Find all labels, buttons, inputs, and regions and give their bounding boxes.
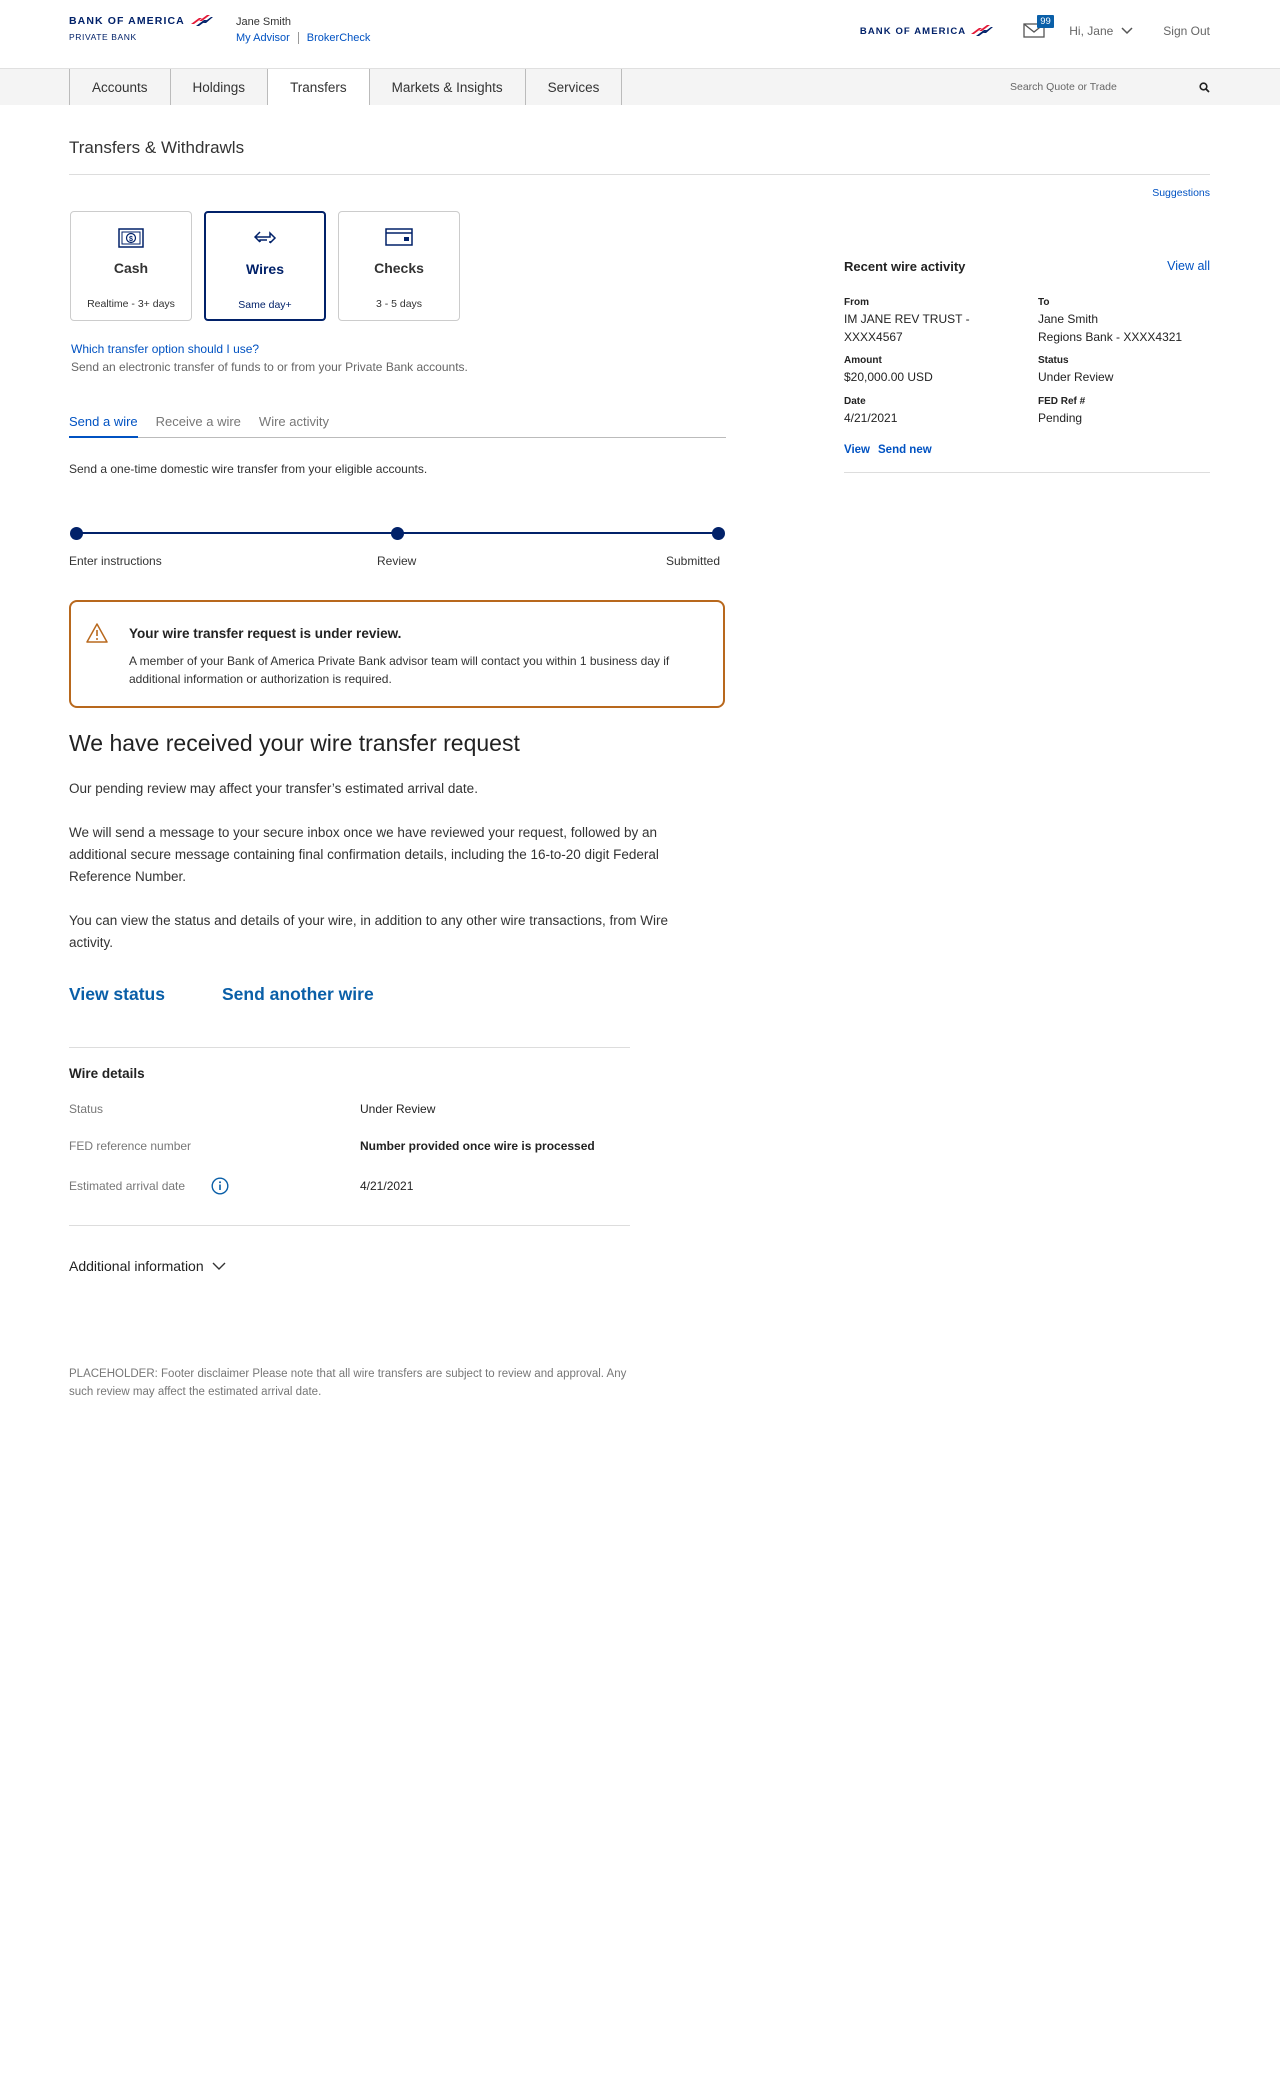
detail-value-status: Under Review bbox=[360, 1102, 436, 1116]
fed-ref-value: Pending bbox=[1038, 411, 1083, 425]
status-value: Under Review bbox=[1038, 370, 1114, 384]
alert-title: Your wire transfer request is under review. bbox=[129, 626, 402, 641]
quote-search-input[interactable] bbox=[1010, 77, 1210, 97]
option-timing: Realtime - 3+ days bbox=[87, 298, 175, 310]
page-title: Transfers & Withdrawls bbox=[69, 138, 245, 157]
status-label: Status bbox=[1038, 355, 1069, 366]
site-header bbox=[0, 0, 1280, 68]
detail-label-status: Status bbox=[69, 1102, 104, 1116]
search-icon[interactable] bbox=[1199, 82, 1210, 93]
option-title: Checks bbox=[374, 260, 424, 276]
main-nav bbox=[0, 68, 1280, 105]
view-status-link[interactable]: View status bbox=[69, 984, 165, 1004]
send-another-wire-link[interactable]: Send another wire bbox=[222, 984, 374, 1004]
confirmation-paragraph-3: You can view the status and details of your wire, in addition to any other wire transactions, from Wire activity. bbox=[69, 913, 669, 950]
details-divider-bottom bbox=[69, 1225, 630, 1226]
confirmation-paragraph-2: We will send a message to your secure inbox once we have reviewed your request, followed by an additional secure message containing final confirmation details, including the 16-to-20 digit Federal Reference Number. bbox=[69, 825, 659, 884]
details-divider-top bbox=[69, 1047, 630, 1048]
nav-tab-accounts[interactable]: Accounts bbox=[69, 69, 170, 105]
user-name: Jane Smith bbox=[236, 16, 292, 28]
step-dot-review bbox=[391, 527, 404, 540]
amount-label: Amount bbox=[844, 355, 882, 366]
recent-activity-divider bbox=[844, 472, 1210, 473]
tab-wire-activity[interactable]: Wire activity bbox=[258, 414, 329, 429]
link-divider bbox=[298, 32, 299, 44]
option-timing: Same day+ bbox=[238, 299, 292, 311]
option-card-cash[interactable] bbox=[70, 211, 192, 321]
send-wire-description: Send a one-time domestic wire transfer from your eligible accounts. bbox=[69, 462, 428, 476]
tab-send-a-wire[interactable]: Send a wire bbox=[69, 410, 138, 438]
check-icon bbox=[385, 228, 413, 246]
detail-value-arrival-date: 4/21/2021 bbox=[360, 1179, 414, 1193]
detail-value-fed-reference: Number provided once wire is processed bbox=[360, 1139, 595, 1153]
bank-logo-secondary bbox=[860, 25, 993, 37]
wire-transfer-icon bbox=[251, 229, 279, 251]
step-label-review: Review bbox=[377, 554, 417, 568]
detail-label-fed-reference: FED reference number bbox=[69, 1139, 192, 1153]
option-card-checks[interactable] bbox=[338, 211, 460, 321]
flag-logo-icon bbox=[189, 15, 213, 27]
svg-text:$: $ bbox=[129, 236, 133, 243]
review-alert bbox=[69, 600, 725, 708]
to-name: Jane Smith bbox=[1038, 312, 1099, 326]
logo-wordmark: BANK OF AMERICA bbox=[69, 15, 185, 27]
nav-tab-holdings[interactable]: Holdings bbox=[170, 69, 268, 105]
option-title: Wires bbox=[245, 261, 284, 277]
logo-subtitle: PRIVATE BANK bbox=[69, 32, 137, 42]
mail-button[interactable] bbox=[1023, 16, 1051, 40]
my-advisor-link[interactable]: My Advisor bbox=[236, 32, 290, 44]
nav-tab-markets-insights[interactable]: Markets & Insights bbox=[369, 69, 525, 105]
transfer-description: Send an electronic transfer of funds to or from your Private Bank accounts. bbox=[71, 360, 468, 374]
footer-disclaimer: PLACEHOLDER: Footer disclaimer Please note that all wire transfers are subject to review and approval. Any such review may affect the estimated arrival date. bbox=[69, 1368, 627, 1398]
suggestions-link[interactable]: Suggestions bbox=[1152, 187, 1210, 199]
sign-out-link[interactable]: Sign Out bbox=[1163, 24, 1210, 38]
confirmation-title: We have received your wire transfer request bbox=[69, 730, 520, 756]
send-new-wire-link[interactable]: Send new bbox=[878, 444, 932, 456]
search-placeholder: Search Quote or Trade bbox=[1010, 81, 1117, 93]
user-info bbox=[236, 16, 370, 44]
view-all-link[interactable]: View all bbox=[1167, 259, 1210, 273]
bank-logo[interactable] bbox=[69, 15, 213, 42]
detail-label-arrival-date: Estimated arrival date bbox=[69, 1179, 186, 1193]
info-icon[interactable] bbox=[211, 1177, 229, 1195]
nav-tab-transfers[interactable]: Transfers bbox=[267, 69, 369, 105]
view-wire-link[interactable]: View bbox=[844, 444, 870, 456]
from-label: From bbox=[844, 297, 869, 308]
flag-logo-icon bbox=[969, 25, 993, 37]
alert-body: A member of your Bank of America Private Bank advisor team will contact you within 1 business day if additional information or authorization is required. bbox=[129, 654, 670, 686]
which-transfer-option-link[interactable]: Which transfer option should I use? bbox=[71, 342, 260, 356]
greeting-text: Hi, Jane bbox=[1069, 24, 1114, 38]
title-divider bbox=[69, 174, 1210, 175]
date-value: 4/21/2021 bbox=[844, 411, 898, 425]
step-label-enter-instructions: Enter instructions bbox=[69, 554, 162, 568]
amount-value: $20,000.00 USD bbox=[844, 370, 933, 384]
user-menu[interactable] bbox=[1069, 24, 1133, 38]
mail-count-badge: 99 bbox=[1037, 15, 1054, 28]
recent-wire-activity-title: Recent wire activity bbox=[844, 259, 966, 274]
cash-icon bbox=[118, 228, 144, 248]
brokercheck-link[interactable]: BrokerCheck bbox=[306, 32, 371, 44]
option-card-wires[interactable] bbox=[204, 211, 326, 321]
warning-icon bbox=[85, 622, 109, 644]
wire-details-title: Wire details bbox=[69, 1066, 145, 1081]
chevron-down-icon bbox=[212, 1262, 226, 1271]
step-dot-submitted bbox=[712, 527, 725, 540]
additional-information-label: Additional information bbox=[69, 1258, 204, 1274]
from-value: IM JANE REV TRUST - XXXX4567 bbox=[844, 312, 970, 344]
chevron-down-icon bbox=[1121, 27, 1133, 35]
tab-receive-a-wire[interactable]: Receive a wire bbox=[155, 414, 241, 429]
fed-ref-label: FED Ref # bbox=[1038, 396, 1086, 407]
confirmation-paragraph-1: Our pending review may affect your transfer’s estimated arrival date. bbox=[69, 781, 478, 796]
option-title: Cash bbox=[113, 260, 149, 276]
to-label: To bbox=[1038, 297, 1050, 308]
option-timing: 3 - 5 days bbox=[375, 298, 423, 310]
transfer-options bbox=[70, 211, 460, 321]
step-label-submitted: Submitted bbox=[666, 554, 721, 568]
to-bank: Regions Bank - XXXX4321 bbox=[1038, 330, 1183, 344]
logo-wordmark-secondary: BANK OF AMERICA bbox=[859, 25, 967, 37]
step-dot-enter-instructions bbox=[70, 527, 83, 540]
date-label: Date bbox=[844, 396, 866, 407]
wire-subtabs bbox=[69, 410, 726, 438]
recent-wire-actions bbox=[844, 444, 932, 456]
additional-information-toggle[interactable] bbox=[69, 1258, 226, 1274]
nav-tab-services[interactable]: Services bbox=[525, 69, 623, 105]
